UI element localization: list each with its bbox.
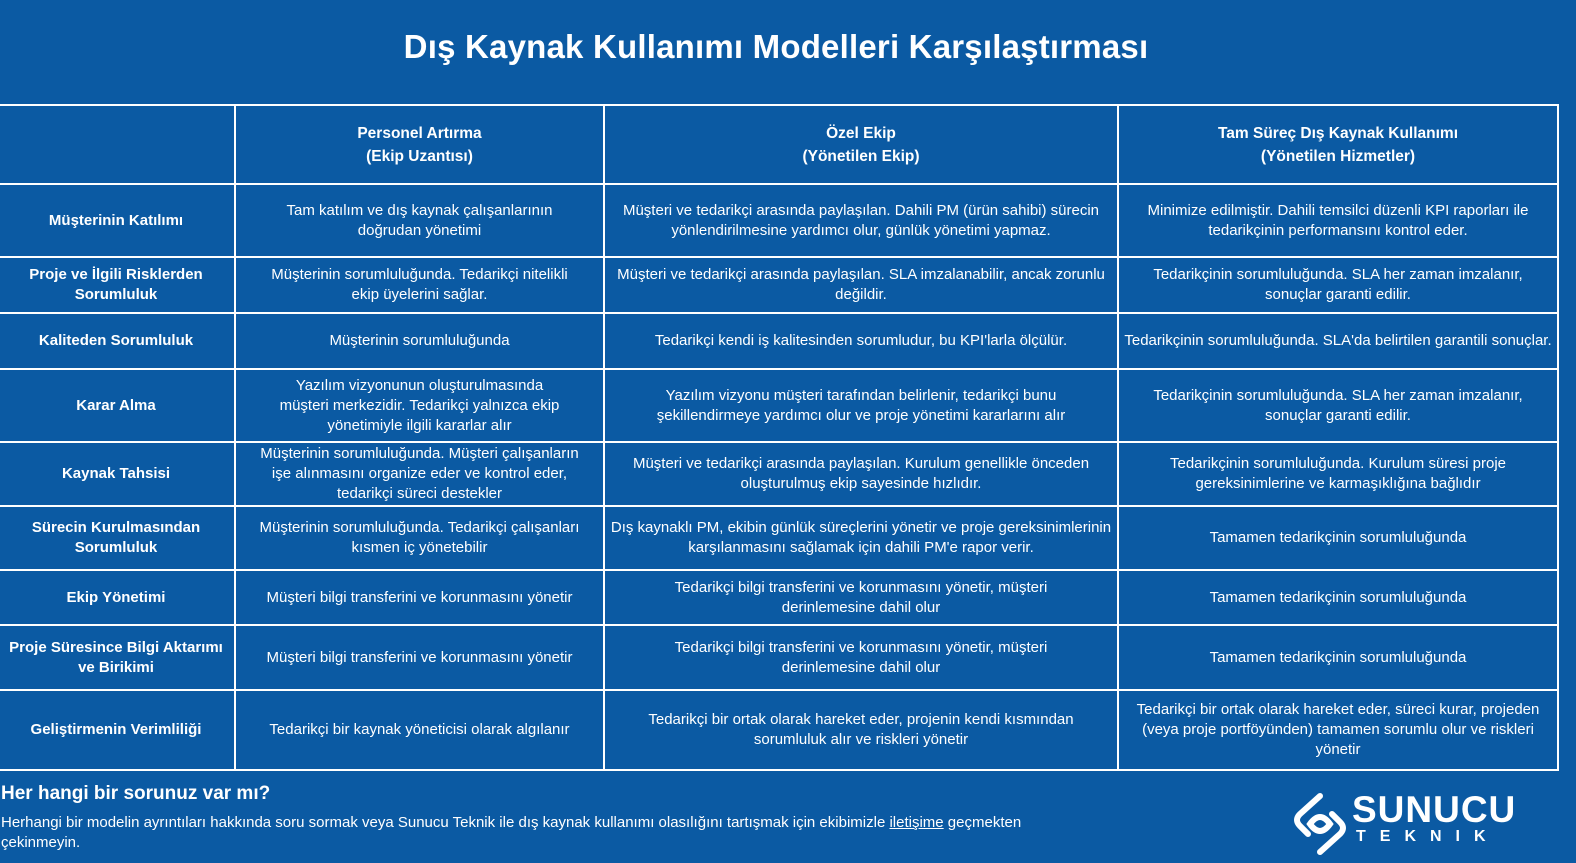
table-cell: Müşterinin sorumluluğunda xyxy=(235,313,604,369)
table-row xyxy=(0,184,1558,257)
table-cell: Tedarikçi bir kaynak yöneticisi olarak algılanır xyxy=(235,690,604,770)
table-cell: Tedarikçinin sorumluluğunda. SLA'da belirtilen garantili sonuçlar. xyxy=(1118,313,1558,369)
header-corner xyxy=(0,105,235,184)
page-title: Dış Kaynak Kullanımı Modelleri Karşılaştırması xyxy=(403,28,1149,65)
column-header-subtitle: (Yönetilen Ekip) xyxy=(802,147,920,165)
table-cell: Tamamen tedarikçinin sorumluluğunda xyxy=(1118,506,1558,570)
row-header: Kaynak Tahsisi xyxy=(0,442,235,506)
row-header: Ekip Yönetimi xyxy=(0,570,235,625)
table-cell: Tam katılım ve dış kaynak çalışanlarının doğrudan yönetimi xyxy=(235,184,604,257)
footer-text-before: Herhangi bir modelin ayrıntıları hakkında soru sormak veya Sunucu Teknik ile dış kaynak kullanımı olasılığını tartışmak için ekibimizle xyxy=(1,814,890,831)
footer-text xyxy=(1,813,1081,853)
row-header: Kaliteden Sorumluluk xyxy=(0,313,235,369)
table-row xyxy=(0,625,1558,690)
table-row xyxy=(0,690,1558,770)
header-row xyxy=(0,105,1558,184)
footer-text-after: geçmekten çekinmeyin. xyxy=(1,814,1022,851)
column-header-staff-augmentation xyxy=(235,105,604,184)
table-cell: Yazılım vizyonu müşteri tarafından belirlenir, tedarikçi bunu şekillendirmeye yardımcı olur ve proje yönetimi kararlarını alır xyxy=(604,369,1118,442)
column-header-full-outsourcing xyxy=(1118,105,1558,184)
footer-question: Her hangi bir sorunuz var mı? xyxy=(1,783,271,804)
table-cell: Tamamen tedarikçinin sorumluluğunda xyxy=(1118,625,1558,690)
table-row xyxy=(0,369,1558,442)
row-header: Proje Süresince Bilgi Aktarımı ve Birikimi xyxy=(0,625,235,690)
table-cell: Tedarikçi bir ortak olarak hareket eder, süreci kurar, projeden (veya proje portföyünden) tamamen sorumlu olur ve riskleri yönetir xyxy=(1118,690,1558,770)
row-header: Proje ve İlgili Risklerden Sorumluluk xyxy=(0,257,235,313)
column-header-dedicated-team xyxy=(604,105,1118,184)
comparison-table xyxy=(0,104,1559,771)
row-header: Müşterinin Katılımı xyxy=(0,184,235,257)
column-header-title: Personel Artırma xyxy=(357,124,482,142)
table-cell: Müşteri bilgi transferini ve korunmasını yönetir xyxy=(235,570,604,625)
column-header-subtitle: (Ekip Uzantısı) xyxy=(366,147,473,165)
table-cell: Minimize edilmiştir. Dahili temsilci düzenli KPI raporları ile tedarikçinin performansını kontrol eder. xyxy=(1118,184,1558,257)
table-row xyxy=(0,570,1558,625)
table-cell: Tedarikçi kendi iş kalitesinden sorumludur, bu KPI'larla ölçülür. xyxy=(604,313,1118,369)
table-cell: Tedarikçi bilgi transferini ve korunmasını yönetir, müşteri derinlemesine dahil olur xyxy=(604,570,1118,625)
row-header: Sürecin Kurulmasından Sorumluluk xyxy=(0,506,235,570)
column-header-title: Özel Ekip xyxy=(826,124,896,142)
sunucu-teknik-logo[interactable] xyxy=(1290,790,1520,858)
table-cell: Tamamen tedarikçinin sorumluluğunda xyxy=(1118,570,1558,625)
table-cell: Tedarikçinin sorumluluğunda. SLA her zaman imzalanır, sonuçlar garanti edilir. xyxy=(1118,369,1558,442)
row-header: Karar Alma xyxy=(0,369,235,442)
logo-brand: SUNUCU xyxy=(1352,789,1517,830)
table-row xyxy=(0,442,1558,506)
table-cell: Müşterinin sorumluluğunda. Müşteri çalışanların işe alınmasını organize eder ve kontrol eder, tedarikçi süreci destekler xyxy=(235,442,604,506)
table-cell: Tedarikçi bilgi transferini ve korunmasını yönetir, müşteri derinlemesine dahil olur xyxy=(604,625,1118,690)
table-row xyxy=(0,257,1558,313)
contact-link[interactable]: iletişime xyxy=(889,814,944,831)
table-cell: Müşteri ve tedarikçi arasında paylaşılan. SLA imzalanabilir, ancak zorunlu değildir. xyxy=(604,257,1118,313)
logo-mark-icon xyxy=(1290,790,1352,858)
table-cell: Müşterinin sorumluluğunda. Tedarikçi çalışanları kısmen iç yönetebilir xyxy=(235,506,604,570)
table-cell: Tedarikçi bir ortak olarak hareket eder, projenin kendi kısmından sorumluluk alır ve riskleri yönetir xyxy=(604,690,1118,770)
table-cell: Yazılım vizyonunun oluşturulmasında müşteri merkezidir. Tedarikçi yalnızca ekip yönetimiyle ilgili kararlar alır xyxy=(235,369,604,442)
table-cell: Tedarikçinin sorumluluğunda. Kurulum süresi proje gereksinimlerine ve karmaşıklığına bağlıdır xyxy=(1118,442,1558,506)
table-cell: Dış kaynaklı PM, ekibin günlük süreçlerini yönetir ve proje gereksinimlerinin karşılanmasını sağlamak için dahili PM'e rapor verir. xyxy=(604,506,1118,570)
table-cell: Tedarikçinin sorumluluğunda. SLA her zaman imzalanır, sonuçlar garanti edilir. xyxy=(1118,257,1558,313)
table-cell: Müşteri ve tedarikçi arasında paylaşılan. Kurulum genellikle önceden oluşturulmuş ekip sayesinde hızlıdır. xyxy=(604,442,1118,506)
table-row xyxy=(0,313,1558,369)
row-header: Geliştirmenin Verimliliği xyxy=(0,690,235,770)
table-row xyxy=(0,506,1558,570)
table-cell: Müşteri bilgi transferini ve korunmasını yönetir xyxy=(235,625,604,690)
column-header-title: Tam Süreç Dış Kaynak Kullanımı xyxy=(1217,124,1459,142)
column-header-subtitle: (Yönetilen Hizmetler) xyxy=(1260,147,1416,165)
table-cell: Müşteri ve tedarikçi arasında paylaşılan. Dahili PM (ürün sahibi) sürecin yönlendirilmesine yardımcı olur, günlük yönetimi yapmaz. xyxy=(604,184,1118,257)
logo-sub: TEKNIK xyxy=(1356,828,1500,845)
table-cell: Müşterinin sorumluluğunda. Tedarikçi nitelikli ekip üyelerini sağlar. xyxy=(235,257,604,313)
